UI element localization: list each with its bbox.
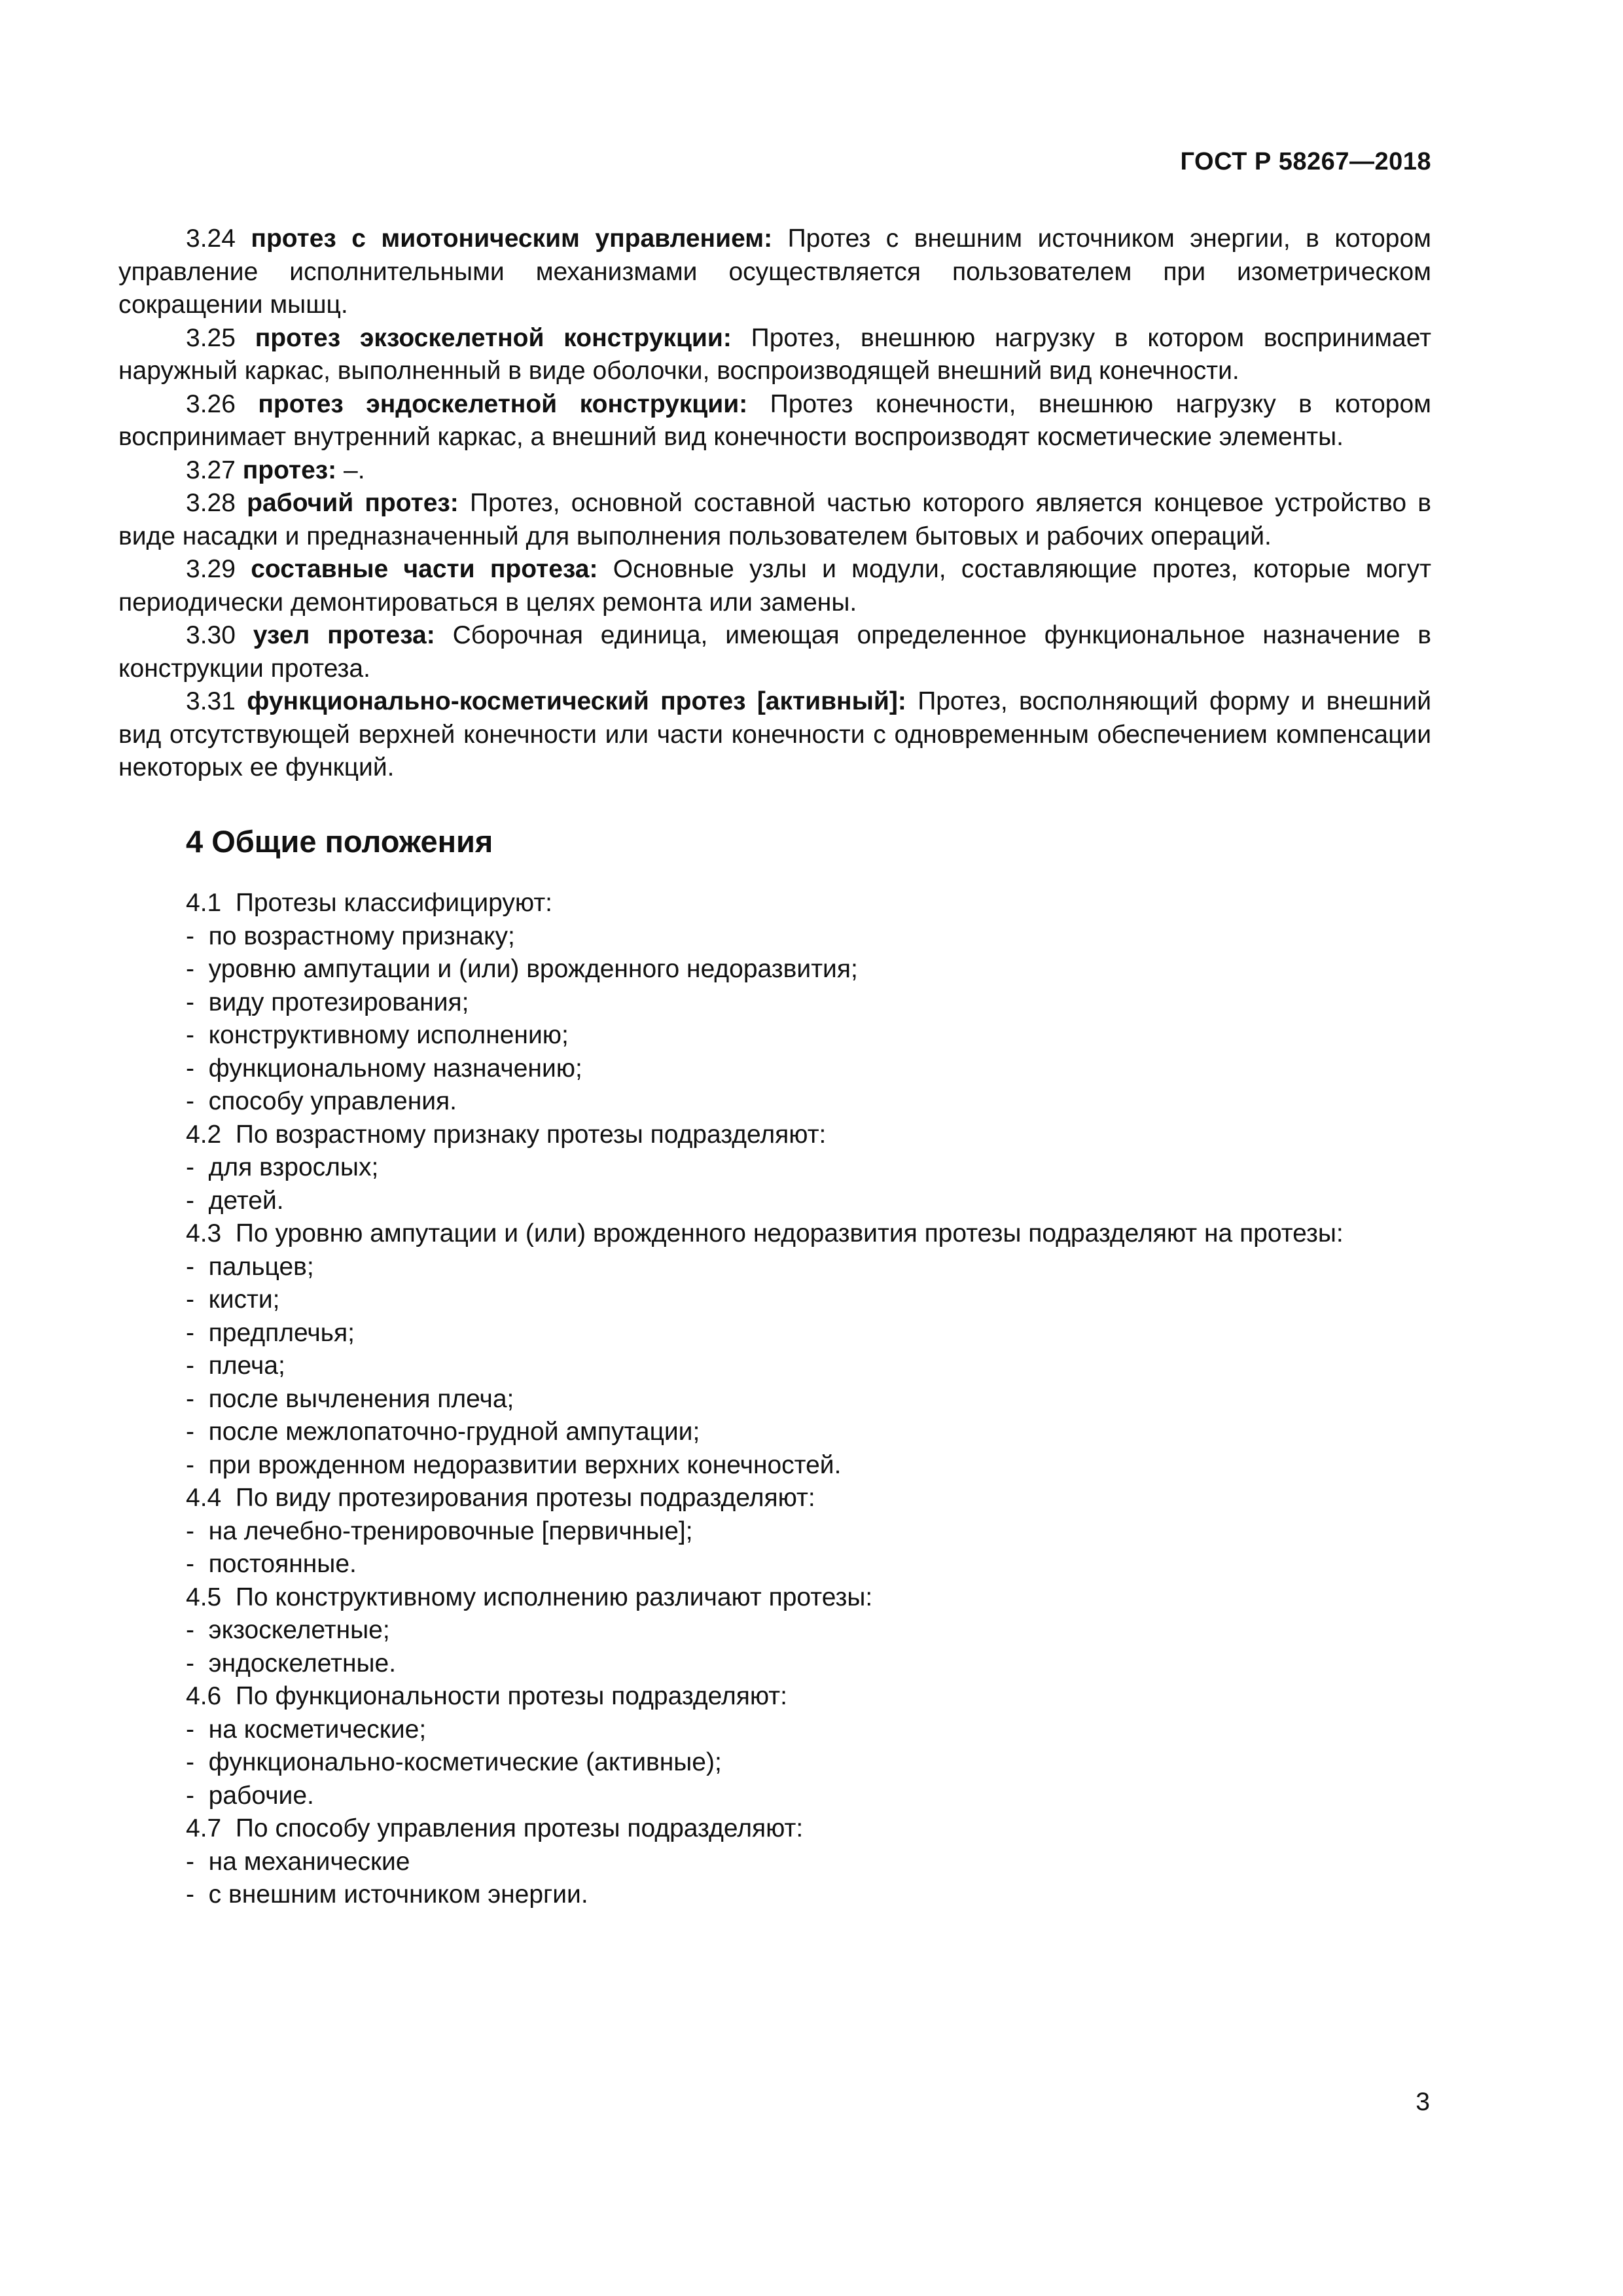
list-item: - способу управления. [186,1085,1429,1119]
definition-term: рабочий протез: [247,489,459,517]
clause-number: 4.2 [186,1120,222,1149]
list-item: - конструктивному исполнению; [186,1019,1429,1052]
list-item: - на лечебно-тренировочные [первичные]; [186,1515,1429,1549]
definition-3-31 [118,685,1431,785]
clause-text: По конструктивному исполнению различают протезы: [235,1583,873,1611]
definition-text: Основные узлы и модули, составляющие протез, которые могут периодически демонтироваться в целях ремонта или замены. [118,555,1432,617]
definition-3-27 [118,454,1431,488]
list-item: - пальцев; [186,1251,1429,1284]
list-item: - эндоскелетные. [186,1647,1429,1681]
definition-term: узел протеза: [253,621,435,649]
definition-number: 3.28 [186,489,236,517]
clause-text: По функциональности протезы подразделяют: [235,1682,787,1710]
clause-number: 4.5 [186,1583,222,1611]
list-item: - для взрослых; [186,1151,1429,1185]
list-item: - при врожденном недоразвитии верхних конечностей. [186,1449,1429,1482]
clause-4-7 [186,1812,1429,1846]
definition-text: Протез с внешним источником энергии, в котором управление исполнительными механизмами осуществляется пользователем при изометрическом сокращении мышц. [118,224,1431,319]
list-item: - после межлопаточно-грудной ампутации; [186,1416,1429,1449]
list-item: - с внешним источником энергии. [186,1878,1429,1912]
list-item: - детей. [186,1185,1429,1218]
definition-term: протез экзоскелетной конструкции: [255,323,732,352]
definition-3-30 [118,619,1431,685]
list-item: - по возрастному признаку; [186,920,1429,954]
clause-4-6 [186,1680,1429,1713]
definition-number: 3.27 [186,456,236,484]
definition-term: протез с миотоническим управлением: [251,224,773,253]
definition-3-26 [118,388,1431,454]
list-item: - функционально-косметические (активные); [186,1746,1429,1780]
list-item: - плеча; [186,1350,1429,1383]
definition-3-25 [118,322,1431,388]
definition-term: составные части протеза: [251,555,598,583]
clause-number: 4.3 [186,1219,222,1247]
clause-4-5 [186,1581,1429,1615]
definition-3-28 [118,487,1431,553]
list-item: - рабочие. [186,1780,1429,1813]
definition-number: 3.31 [186,687,236,715]
definition-3-29 [118,553,1431,619]
definition-term: протез: [242,456,337,484]
definition-text: Сборочная единица, имеющая определенное функциональное назначение в конструкции протеза. [118,621,1431,683]
clause-number: 4.1 [186,889,222,917]
page-number: 3 [1416,2088,1430,2116]
definition-number: 3.30 [186,621,236,649]
list-item: - на механические [186,1846,1429,1879]
clause-4-1 [186,887,1429,920]
list-item: - предплечья; [186,1317,1429,1350]
definition-text: Протез конечности, внешнюю нагрузку в котором воспринимает внутренний каркас, а внешний вид конечности воспроизводят косметические элементы. [118,389,1431,451]
clause-text: По способу управления протезы подразделяют: [235,1814,804,1842]
section-4-body [186,887,1429,1912]
clause-number: 4.7 [186,1814,222,1842]
definition-3-24 [118,223,1431,322]
list-item: - постоянные. [186,1548,1429,1581]
clause-number: 4.4 [186,1484,222,1512]
clause-text: По возрастному признаку протезы подразделяют: [235,1120,827,1149]
clause-number: 4.6 [186,1682,222,1710]
section-4-title: 4 Общие положения [186,824,493,859]
clause-text: Протезы классифицируют: [235,889,553,917]
definition-text: Протез, основной составной частью которого является концевое устройство в виде насадки и предназначенный для выполнения пользователем бытовых и рабочих операций. [118,489,1432,550]
definition-text: Протез, восполняющий форму и внешний вид отсутствующей верхней конечности или части конечности с одновременным обеспечением компенсации некоторых ее функций. [118,687,1431,781]
definition-text: Протез, внешнюю нагрузку в котором воспринимает наружный каркас, выполненный в виде оболочки, воспроизводящей внешний вид конечности. [118,323,1431,385]
list-item: - кисти; [186,1283,1429,1317]
clause-4-4 [186,1482,1429,1515]
definition-number: 3.26 [186,389,236,418]
list-item: - на косметические; [186,1713,1429,1747]
definition-term: функционально-косметический протез [активный]: [247,687,906,715]
definitions-list [118,223,1431,785]
document-id-header: ГОСТ Р 58267—2018 [1180,148,1431,175]
definition-term: протез эндоскелетной конструкции: [258,389,748,418]
definition-text: –. [344,456,365,484]
clause-4-3 [186,1217,1429,1251]
clause-text: По виду протезирования протезы подразделяют: [235,1484,815,1512]
list-item: - уровню ампутации и (или) врожденного недоразвития; [186,953,1429,986]
list-item: - виду протезирования; [186,986,1429,1020]
definition-number: 3.24 [186,224,236,253]
definition-number: 3.29 [186,555,236,583]
definition-number: 3.25 [186,323,236,352]
list-item: - после вычленения плеча; [186,1383,1429,1416]
clause-4-2 [186,1119,1429,1152]
list-item: - экзоскелетные; [186,1614,1429,1647]
clause-text: По уровню ампутации и (или) врожденного недоразвития протезы подразделяют на протезы: [235,1219,1344,1247]
list-item: - функциональному назначению; [186,1052,1429,1086]
